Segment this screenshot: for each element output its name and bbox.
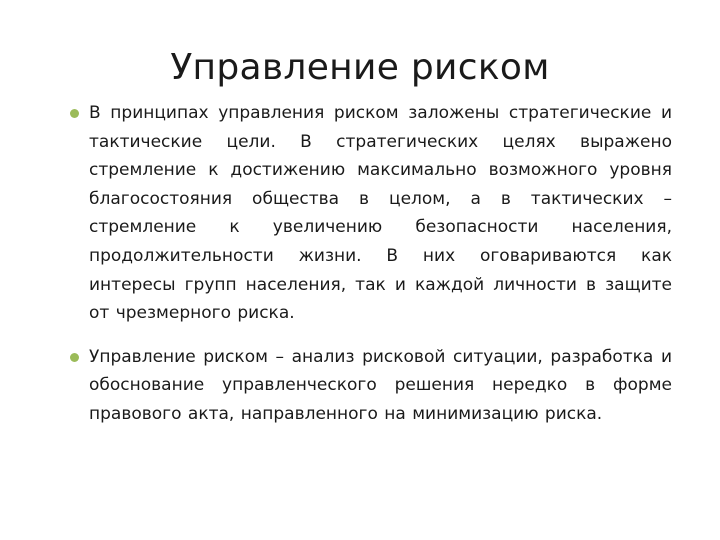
- slide-title: Управление риском: [170, 47, 550, 88]
- bullet-dot-icon: [70, 353, 79, 362]
- bullet-item: [70, 343, 672, 429]
- bullet-text: Управление риском – анализ рисковой ситуации, разработка и обоснование управленческого решения нередко в форме правового акта, направленного на минимизацию риска.: [89, 346, 672, 424]
- bullet-text: В принципах управления риском заложены стратегические и тактические цели. В стратегических целях выражено стремление к достижению максимально возможного уровня благосостояния общества в целом, а в тактических – стремление к увеличению безопасности населения, продолжительности жизни. В них оговариваются как интересы групп населения, так и каждой личности в защите от чрезмерного риска.: [89, 103, 672, 324]
- bullet-dot-icon: [70, 109, 79, 118]
- bullet-list: [70, 99, 672, 429]
- bullet-item: [70, 99, 672, 328]
